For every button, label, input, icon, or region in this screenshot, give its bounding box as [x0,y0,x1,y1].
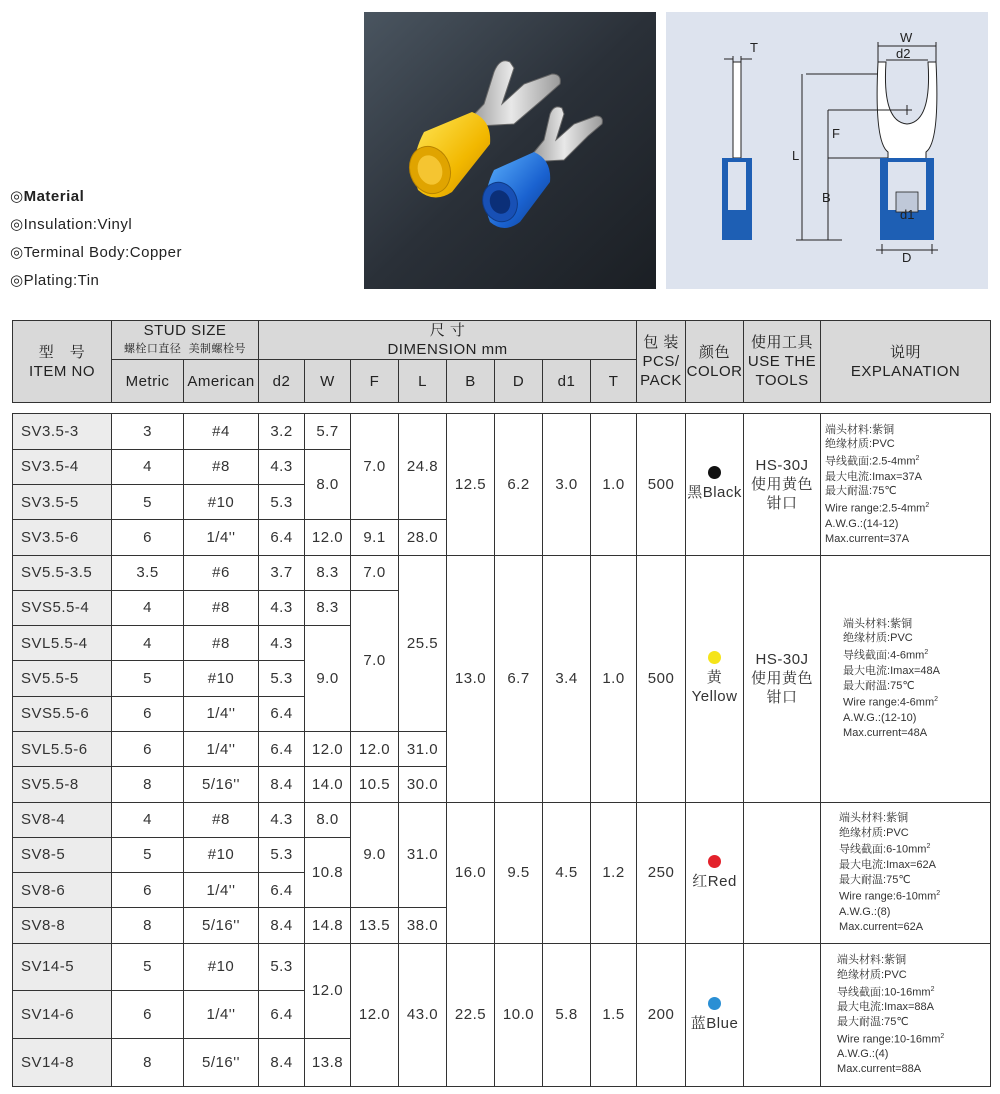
material-heading: ◎Material [10,188,85,205]
b-cell: 22.5 [447,943,495,1086]
material-plating: ◎Plating:Tin [10,272,100,289]
item-no: SV5.5-5 [13,661,112,696]
header-t: T [591,360,637,403]
f-cell: 10.5 [351,767,399,802]
d2-cell: 5.3 [259,661,305,696]
header-metric: Metric [112,360,184,403]
metric-cell: 4 [112,449,184,484]
header-l: L [399,360,447,403]
metric-cell: 3 [112,414,184,449]
b-cell: 12.5 [447,414,495,555]
tools-cell [744,802,821,943]
pack-cell: 200 [637,943,686,1086]
item-no: SV3.5-3 [13,414,112,449]
d2-cell: 6.4 [259,520,305,555]
american-cell: 1/4'' [184,991,259,1039]
d1-cell: 3.4 [543,555,591,802]
header-item: 型 号 ITEM NO [13,321,112,403]
l-cell: 31.0 [399,731,447,766]
d2-cell: 5.3 [259,837,305,872]
item-no: SVL5.5-4 [13,626,112,661]
label-d1: d1 [900,207,915,222]
color-cell: 红Red [686,802,744,943]
w-cell: 8.0 [305,449,351,520]
header-f: F [351,360,399,403]
header-d1: d1 [543,360,591,403]
american-cell: 1/4'' [184,731,259,766]
t-cell: 1.5 [591,943,637,1086]
american-cell: 1/4'' [184,873,259,908]
label-w: W [900,30,913,45]
f-cell: 7.0 [351,590,399,731]
american-cell: #8 [184,590,259,625]
item-no: SV5.5-3.5 [13,555,112,590]
american-cell: #8 [184,449,259,484]
d-cell: 10.0 [495,943,543,1086]
label-d2: d2 [896,46,911,61]
item-no: SV14-6 [13,991,112,1039]
b-cell: 16.0 [447,802,495,943]
item-no: SVS5.5-6 [13,696,112,731]
color-cell: 黄 Yellow [686,555,744,802]
header-stud-size: STUD SIZE 螺栓口直径 美制螺栓号 [112,321,259,360]
metric-cell: 5 [112,484,184,519]
header-d: D [495,360,543,403]
item-no: SV5.5-8 [13,767,112,802]
d2-cell: 6.4 [259,696,305,731]
d-cell: 9.5 [495,802,543,943]
metric-cell: 4 [112,626,184,661]
item-no: SVS5.5-4 [13,590,112,625]
t-cell: 1.0 [591,414,637,555]
metric-cell: 8 [112,767,184,802]
header-w: W [305,360,351,403]
label-t: T [750,40,758,55]
tools-cell [744,943,821,1086]
metric-cell: 4 [112,590,184,625]
material-list [10,183,182,295]
w-cell: 12.0 [305,520,351,555]
l-cell: 31.0 [399,802,447,908]
l-cell: 28.0 [399,520,447,555]
d2-cell: 8.4 [259,1039,305,1087]
item-no: SV14-8 [13,1039,112,1087]
label-b: B [822,190,831,205]
item-no: SV3.5-4 [13,449,112,484]
l-cell: 24.8 [399,414,447,520]
pack-cell: 500 [637,555,686,802]
metric-cell: 6 [112,873,184,908]
red-dot-icon [708,855,721,868]
l-cell: 25.5 [399,555,447,731]
material-body: ◎Terminal Body:Copper [10,244,182,261]
american-cell: #10 [184,661,259,696]
table-header [13,321,991,403]
f-cell: 9.0 [351,802,399,908]
b-cell: 13.0 [447,555,495,802]
w-cell: 9.0 [305,626,351,732]
explanation-cell: 端头材料:紫铜 绝缘材质:PVC 导线截面$:6-10mm^2$ 最大电流:Imax=62A 最大耐温:75℃ Wire $range:6-10mm^2$ A.W.G.:(8) Max.current=62A [821,802,991,943]
metric-cell: 6 [112,731,184,766]
w-cell: 12.0 [305,943,351,1038]
f-cell: 9.1 [351,520,399,555]
item-no: SVL5.5-6 [13,731,112,766]
item-no: SV3.5-6 [13,520,112,555]
american-cell: 5/16'' [184,767,259,802]
item-no: SV8-5 [13,837,112,872]
l-cell: 38.0 [399,908,447,943]
table-row [13,414,991,449]
w-cell: 13.8 [305,1039,351,1087]
item-no: SV14-5 [13,943,112,991]
d2-cell: 5.3 [259,484,305,519]
item-no: SV8-8 [13,908,112,943]
w-cell: 12.0 [305,731,351,766]
d2-cell: 3.7 [259,555,305,590]
american-cell: #8 [184,802,259,837]
header-b: B [447,360,495,403]
tools-cell: HS-30J 使用黄色 钳口 [744,414,821,555]
product-photo [364,12,656,289]
metric-cell: 6 [112,991,184,1039]
header-tools: 使用工具 USE THE TOOLS [744,321,821,403]
material-insulation: ◎Insulation:Vinyl [10,216,133,233]
american-cell: 5/16'' [184,908,259,943]
header-american: American [184,360,259,403]
w-cell: 8.3 [305,555,351,590]
d2-cell: 6.4 [259,873,305,908]
w-cell: 10.8 [305,837,351,908]
yellow-dot-icon [708,651,721,664]
item-no: SV3.5-5 [13,484,112,519]
f-cell: 12.0 [351,943,399,1086]
header-explanation: 说明 EXPLANATION [821,321,991,403]
explanation-cell: 端头材料:紫铜 绝缘材质:PVC 导线截面$:10-16mm^2$ 最大电流:Imax=88A 最大耐温:75℃ Wire $range:10-16mm^2$ A.W.G.:(4) Max.current=88A [821,943,991,1086]
w-cell: 8.0 [305,802,351,837]
item-no: SV8-6 [13,873,112,908]
blue-dot-icon [708,997,721,1010]
american-cell: 1/4'' [184,696,259,731]
d2-cell: 6.4 [259,731,305,766]
metric-cell: 6 [112,520,184,555]
header-dimension: 尺 寸 DIMENSION mm [259,321,637,360]
color-cell: 黑Black [686,414,744,555]
l-cell: 30.0 [399,767,447,802]
d1-cell: 4.5 [543,802,591,943]
table-row [13,555,991,590]
american-cell: #8 [184,626,259,661]
metric-cell: 3.5 [112,555,184,590]
spec-table [12,320,991,1087]
header-pack: 包 装 PCS/ PACK [637,321,686,403]
d2-cell: 5.3 [259,943,305,991]
label-l: L [792,148,800,163]
d-cell: 6.7 [495,555,543,802]
d2-cell: 8.4 [259,908,305,943]
l-cell: 43.0 [399,943,447,1086]
w-cell: 5.7 [305,414,351,449]
w-cell: 14.8 [305,908,351,943]
header-d2: d2 [259,360,305,403]
metric-cell: 6 [112,696,184,731]
explanation-cell: 端头材料:紫铜 绝缘材质:PVC 导线截面$:4-6mm^2$ 最大电流:Imax=48A 最大耐温:75℃ Wire $range:4-6mm^2$ A.W.G.:(12-10) Max.current=48A [821,555,991,802]
american-cell: 1/4'' [184,520,259,555]
d2-cell: 3.2 [259,414,305,449]
american-cell: #10 [184,837,259,872]
color-cell: 蓝Blue [686,943,744,1086]
t-cell: 1.2 [591,802,637,943]
w-cell: 8.3 [305,590,351,625]
metric-cell: 4 [112,802,184,837]
f-cell: 7.0 [351,414,399,520]
metric-cell: 5 [112,837,184,872]
metric-cell: 8 [112,908,184,943]
metric-cell: 5 [112,943,184,991]
w-cell: 14.0 [305,767,351,802]
dimension-drawing [666,12,988,289]
d1-cell: 3.0 [543,414,591,555]
d2-cell: 8.4 [259,767,305,802]
d2-cell: 4.3 [259,449,305,484]
f-cell: 12.0 [351,731,399,766]
pack-cell: 250 [637,802,686,943]
f-cell: 13.5 [351,908,399,943]
label-f: F [832,126,840,141]
american-cell: #6 [184,555,259,590]
american-cell: #10 [184,484,259,519]
tools-cell: HS-30J 使用黄色 钳口 [744,555,821,802]
american-cell: #10 [184,943,259,991]
metric-cell: 5 [112,661,184,696]
t-cell: 1.0 [591,555,637,802]
explanation-cell: 端头材料:紫铜 绝缘材质:PVC 导线截面$:2.5-4mm^2$ 最大电流:Imax=37A 最大耐温:75℃ Wire $range:2.5-4mm^2$ A.W.G.:(14-12) Max.current=37A [821,414,991,555]
f-cell: 7.0 [351,555,399,590]
pack-cell: 500 [637,414,686,555]
d-cell: 6.2 [495,414,543,555]
header-color: 颜色 COLOR [686,321,744,403]
d2-cell: 4.3 [259,590,305,625]
item-no: SV8-4 [13,802,112,837]
label-d: D [902,250,912,265]
table-row [13,802,991,837]
d2-cell: 4.3 [259,626,305,661]
black-dot-icon [708,466,721,479]
american-cell: 5/16'' [184,1039,259,1087]
d2-cell: 4.3 [259,802,305,837]
table-row [13,943,991,991]
d2-cell: 6.4 [259,991,305,1039]
american-cell: #4 [184,414,259,449]
d1-cell: 5.8 [543,943,591,1086]
metric-cell: 8 [112,1039,184,1087]
